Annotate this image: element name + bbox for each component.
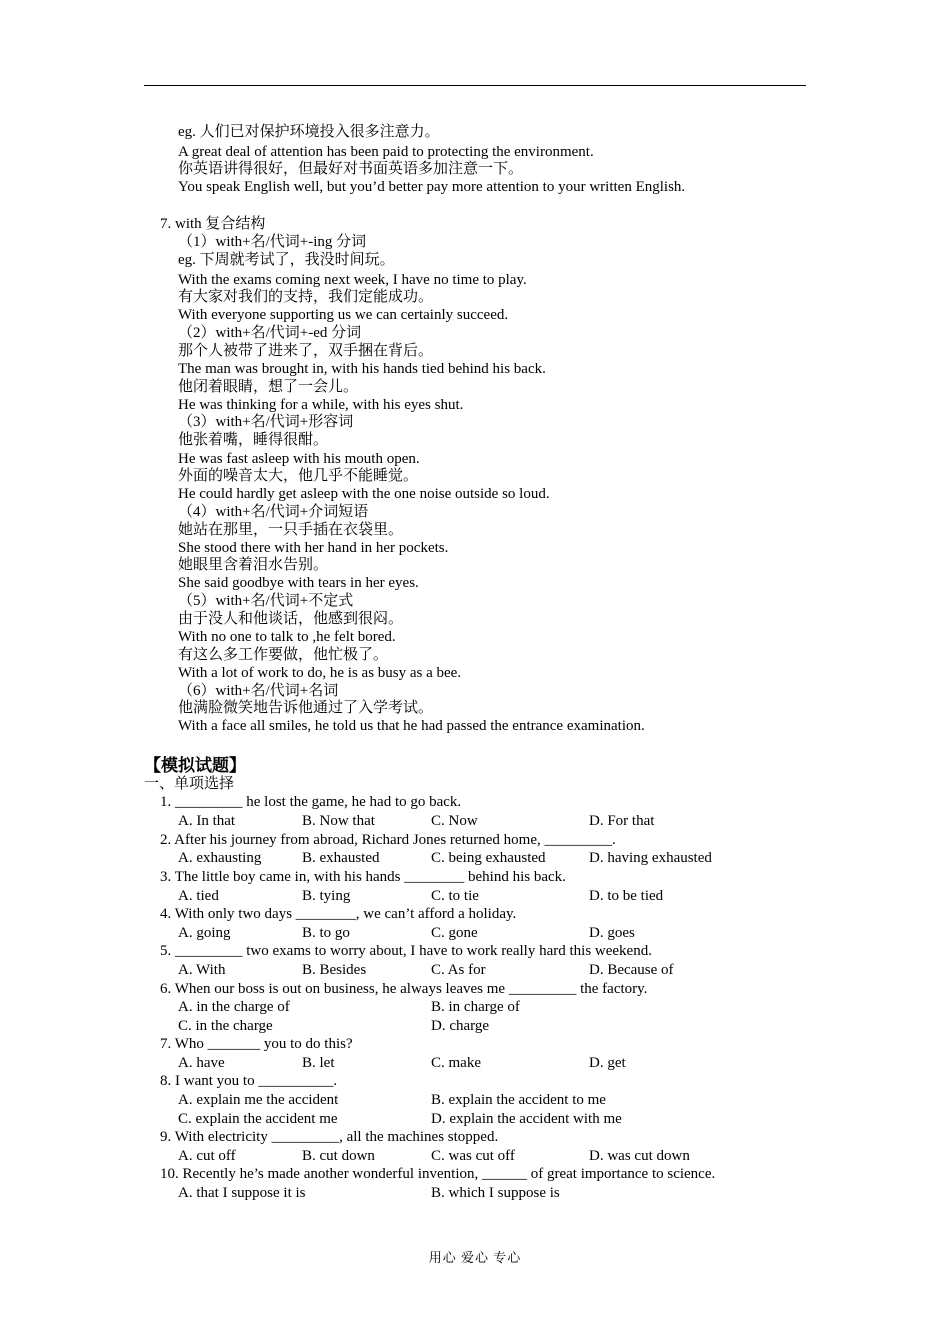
option: D. having exhausted [589, 850, 712, 866]
content-line: With no one to talk to ,he felt bored. [178, 629, 396, 645]
question-stem: 10. Recently he’s made another wonderful invention, ______ of great importance to science. [160, 1166, 716, 1182]
content-line: 有这么多工作要做，他忙极了。 [178, 647, 389, 663]
option: D. charge [431, 1018, 490, 1034]
exercises-title: 【模拟试题】 [144, 756, 246, 776]
question-stem: 3. The little boy came in, with his hands ________ behind his back. [160, 869, 566, 885]
option: B. tying [302, 888, 351, 904]
option: C. make [431, 1055, 481, 1071]
option: D. For that [589, 813, 655, 829]
option: C. gone [431, 925, 478, 941]
question-stem: 2. After his journey from abroad, Richard Jones returned home, _________. [160, 832, 616, 848]
question-stem: 7. Who _______ you to do this? [160, 1036, 353, 1052]
content-line: He could hardly get asleep with the one noise outside so loud. [178, 486, 550, 502]
option: C. As for [431, 962, 486, 978]
option: B. explain the accident to me [431, 1092, 606, 1108]
note-line: A great deal of attention has been paid to protecting the environment. [178, 144, 594, 160]
content-line: 那个人被带了进来了，双手捆在背后。 [178, 343, 434, 359]
content-line: （5）with+名/代词+不定式 [178, 593, 354, 609]
content-line: （6）with+名/代词+名词 [178, 683, 339, 699]
content-line: She stood there with her hand in her pockets. [178, 540, 449, 556]
option: B. Now that [302, 813, 375, 829]
note-line: 你英语讲得很好，但最好对书面英语多加注意一下。 [178, 161, 524, 177]
content-line: eg. 下周就考试了，我没时间玩。 [178, 252, 395, 268]
option: D. Because of [589, 962, 674, 978]
content-line: 她眼里含着泪水告别。 [178, 557, 329, 573]
option: B. exhausted [302, 850, 380, 866]
option: C. being exhausted [431, 850, 546, 866]
content-line: He was fast asleep with his mouth open. [178, 451, 420, 467]
content-line: 她站在那里，一只手插在衣袋里。 [178, 522, 404, 538]
option: D. goes [589, 925, 635, 941]
content-line: （2）with+名/代词+-ed 分词 [178, 325, 362, 341]
section-heading: 7. with 复合结构 [160, 216, 266, 232]
option: A. With [178, 962, 226, 978]
content-line: （3）with+名/代词+形容词 [178, 414, 354, 430]
option: C. Now [431, 813, 478, 829]
option: B. which I suppose is [431, 1185, 560, 1201]
content-line: （4）with+名/代词+介词短语 [178, 504, 369, 520]
option: A. explain me the accident [178, 1092, 339, 1108]
option: A. tied [178, 888, 219, 904]
option: B. in charge of [431, 999, 520, 1015]
option: C. was cut off [431, 1148, 515, 1164]
question-stem: 5. _________ two exams to worry about, I have to work really hard this weekend. [160, 943, 652, 959]
option: D. get [589, 1055, 626, 1071]
content-line: 由于没人和他谈话，他感到很闷。 [178, 611, 404, 627]
content-line: （1）with+名/代词+-ing 分词 [178, 234, 367, 250]
option: C. explain the accident me [178, 1111, 338, 1127]
content-line: With the exams coming next week, I have no time to play. [178, 272, 527, 288]
content-line: She said goodbye with tears in her eyes. [178, 575, 419, 591]
question-stem: 9. With electricity _________, all the machines stopped. [160, 1129, 499, 1145]
option: A. going [178, 925, 231, 941]
content-line: 他张着嘴，睡得很酣。 [178, 432, 329, 448]
option: D. explain the accident with me [431, 1111, 622, 1127]
note-line: You speak English well, but you’d better pay more attention to your written English. [178, 179, 686, 195]
option: A. that I suppose it is [178, 1185, 306, 1201]
question-stem: 6. When our boss is out on business, he always leaves me _________ the factory. [160, 981, 648, 997]
content-line: With everyone supporting us we can certainly succeed. [178, 307, 509, 323]
content-line: 外面的噪音太大，他几乎不能睡觉。 [178, 468, 419, 484]
option: C. in the charge [178, 1018, 273, 1034]
content-line: With a lot of work to do, he is as busy as a bee. [178, 665, 462, 681]
option: C. to tie [431, 888, 479, 904]
question-stem: 8. I want you to __________. [160, 1073, 338, 1089]
question-stem: 4. With only two days ________, we can’t afford a holiday. [160, 906, 517, 922]
option: A. have [178, 1055, 225, 1071]
page-footer: 用心 爱心 专心 [428, 1250, 522, 1265]
note-line: eg. 人们已对保护环境投入很多注意力。 [178, 124, 440, 140]
header-rule [144, 85, 806, 86]
option: A. exhausting [178, 850, 262, 866]
option: A. cut off [178, 1148, 236, 1164]
question-stem: 1. _________ he lost the game, he had to go back. [160, 794, 462, 810]
option: A. in the charge of [178, 999, 290, 1015]
content-line: 他闭着眼睛，想了一会儿。 [178, 379, 359, 395]
content-line: 他满脸微笑地告诉他通过了入学考试。 [178, 700, 434, 716]
content-line: With a face all smiles, he told us that he had passed the entrance examination. [178, 718, 645, 734]
exercises-subtitle: 一、单项选择 [144, 776, 235, 792]
option: B. cut down [302, 1148, 375, 1164]
option: B. Besides [302, 962, 367, 978]
option: B. let [302, 1055, 335, 1071]
option: D. was cut down [589, 1148, 690, 1164]
content-line: The man was brought in, with his hands tied behind his back. [178, 361, 546, 377]
content-line: 有大家对我们的支持，我们定能成功。 [178, 289, 434, 305]
option: B. to go [302, 925, 350, 941]
option: A. In that [178, 813, 236, 829]
content-line: He was thinking for a while, with his eyes shut. [178, 397, 464, 413]
option: D. to be tied [589, 888, 664, 904]
